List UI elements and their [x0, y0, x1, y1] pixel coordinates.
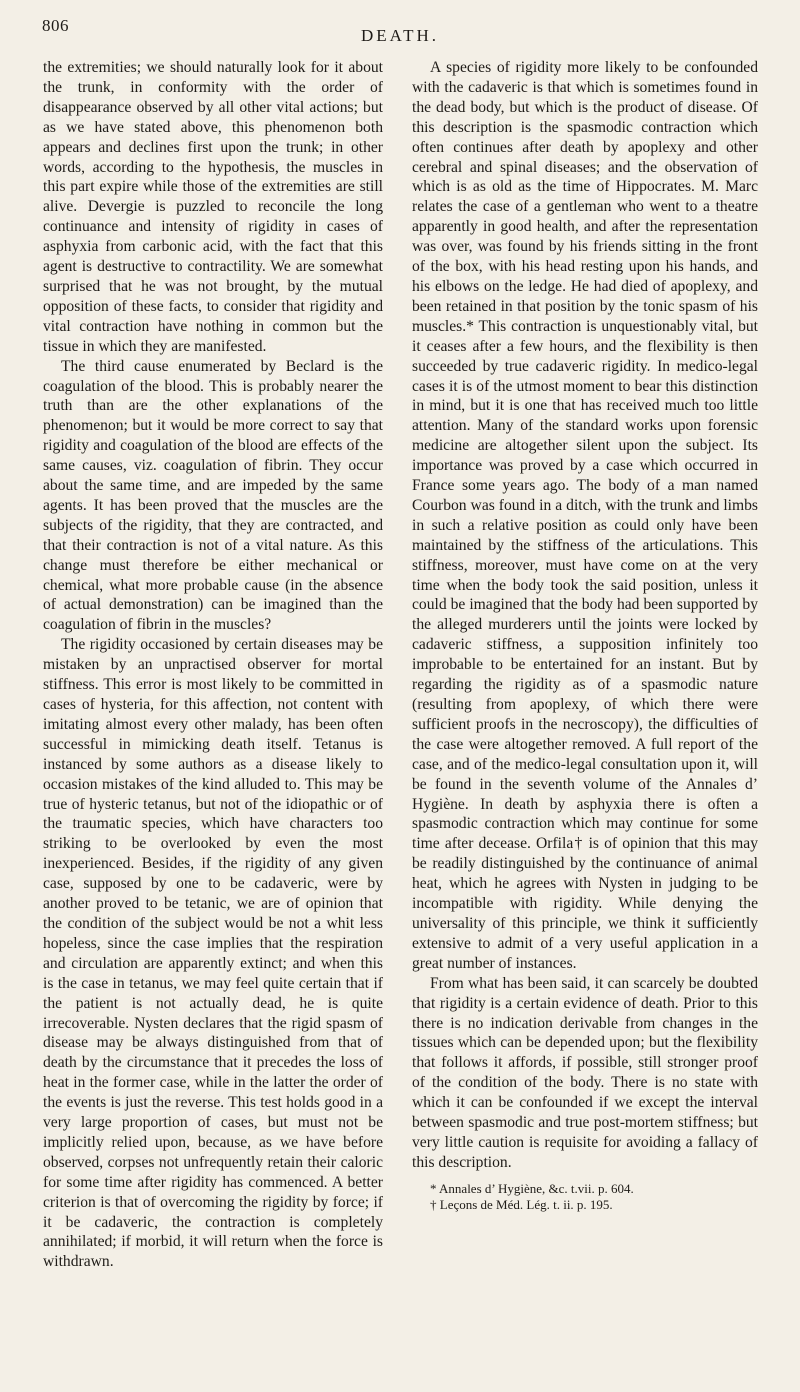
footnote: † Leçons de Méd. Lég. t. ii. p. 195.	[430, 1196, 613, 1212]
paragraph: From what has been said, it can scarcely be doubted that rigidity is a certain evidence of death. Prior to this there is no indication derivable from changes in the tissues which can be depended upon; but the flexibility that follows it affords, if possible, still stronger proof of the condition of the body. There is no state with which it can be confounded if we except the interval between spasmodic and true post-mortem stiffness; but very little caution is requisite for avoiding a fallacy of this description.	[412, 974, 758, 1171]
footnote: * Annales d’ Hygiène, &c. t.vii. p. 604.	[430, 1180, 634, 1196]
paragraph: A species of rigidity more likely to be confounded with the cadaveric is that which is sometimes found in the dead body, but which is the product of disease. Of this description is the spasmodic contraction which often continues after death by apoplexy and other cerebral and spinal diseases; and the observation of which is as old as the time of Hippocrates. M. Marc relates the case of a gentleman who went to a theatre apparently in good health, and after the representation was over, was found by his friends sitting in the front of the box, with his head resting upon his hands, and his elbows on the ledge. He had died of apoplexy, and been retained in that position by the tonic spasm of his muscles.* This contraction is unquestionably vital, but it ceases after a few hours, and the flexibility is then succeeded by true cadaveric rigidity. In medico-legal cases it is of the utmost moment to bear this distinction in mind, but it is one that has received much too little attention. Many of the standard works upon forensic medicine are altogether silent upon the subject. Its importance was proved by a case which occurred in France some years ago. The body of a man named Courbon was found in a ditch, with the trunk and limbs in such a relative position as could only have been maintained by the stiffness of the articulations. This stiffness, moreover, must have come on at the very time when the body took the said position, unless it could be imagined that the body had been supported by the alleged murderers until the joints were locked by cadaveric stiffness, a supposition infinitely too improbable to be entertained for an instant. But by regarding the rigidity as of a spasmodic nature (resulting from apoplexy, of which there were sufficient proofs in the necroscopy), the difficulties of the case were altogether removed. A full report of the case, and of the medico-legal consultation upon it, will be found in the seventh volume of the Annales d’ Hygiène. In death by asphyxia there is often a spasmodic contraction which may continue for some time after decease. Orfila† is of opinion that this may be readily distinguished by the continuance of animal heat, which he agrees with Nysten in judging to be incompatible with rigidity. While denying the universality of this principle, we think it sufficiently extensive to admit of a very useful application in a great number of instances.	[412, 59, 758, 972]
right-column	[412, 58, 758, 1213]
footnotes	[412, 1181, 758, 1213]
left-column	[43, 58, 383, 1272]
paragraph: The third cause enumerated by Beclard is the coagulation of the blood. This is probably nearer the truth than are the other explanations of the phenomenon; but it would be more correct to say that rigidity and coagulation of the blood are effects of the same causes, viz. coagulation of fibrin. They occur about the same time, and are impeded by the same agents. It has been proved that the muscles are the subjects of the rigidity, that they are contracted, and that their contraction is not of a vital nature. As this change must therefore be either mechanical or chemical, what more probable cause (in the absence of actual demonstration) can be imagined than the coagulation of fibrin in the muscles?	[43, 357, 383, 634]
running-head: DEATH.	[361, 26, 439, 45]
paragraph: The rigidity occasioned by certain diseases may be mistaken by an unpractised observer for mortal stiffness. This error is most likely to be committed in cases of hysteria, for this affection, not content with imitating almost every other malady, has been often successful in mimicking death itself. Tetanus is instanced by some authors as a disease likely to occasion mistakes of the kind alluded to. This may be true of hysteric tetanus, but not of the idiopathic or of the traumatic species, which have characters too striking to be overlooked by even the most inexperienced. Besides, if the rigidity of any given case, supposed by one to be cadaveric, were by another proved to be tetanic, we are of opinion that the condition of the subject would be not a whit less hopeless, since the case implies that the respiration and circulation are apparently extinct; and when this is the case in tetanus, we may feel quite certain that if the patient is not actually dead, he is quite irrecoverable. Nysten declares that the rigid spasm of disease may be always distinguished from that of death by the circumstance that it precedes the loss of heat in the former case, while in the latter the order of the events is just the reverse. This test holds good in a very large proportion of cases, but must not be implicitly relied upon, because, as we have before observed, corpses not unfrequently retain their caloric for some time after rigidity has commenced. A better criterion is that of overcoming the rigidity by force; if it be cadaveric, the contraction is completely annihilated; if morbid, it will return when the force is withdrawn.	[43, 636, 383, 1271]
paragraph: the extremities; we should naturally look for it about the trunk, in conformity with the order of disappearance observed by all other vital actions; but as we have stated above, this phenomenon both appears and declines first upon the trunk; in other words, according to the hypothesis, the muscles in this part expire while those of the extremities are still alive. Devergie is puzzled to reconcile the long continuance and intensity of rigidity in cases of asphyxia from carbonic acid, with the fact that this agent is destructive to contractility. We are somewhat surprised that he was not brought, by the mutual opposition of these facts, to consider that rigidity and vital contraction have nothing in common but the tissue in which they are manifested.	[43, 59, 383, 355]
page-number: 806	[42, 16, 69, 35]
